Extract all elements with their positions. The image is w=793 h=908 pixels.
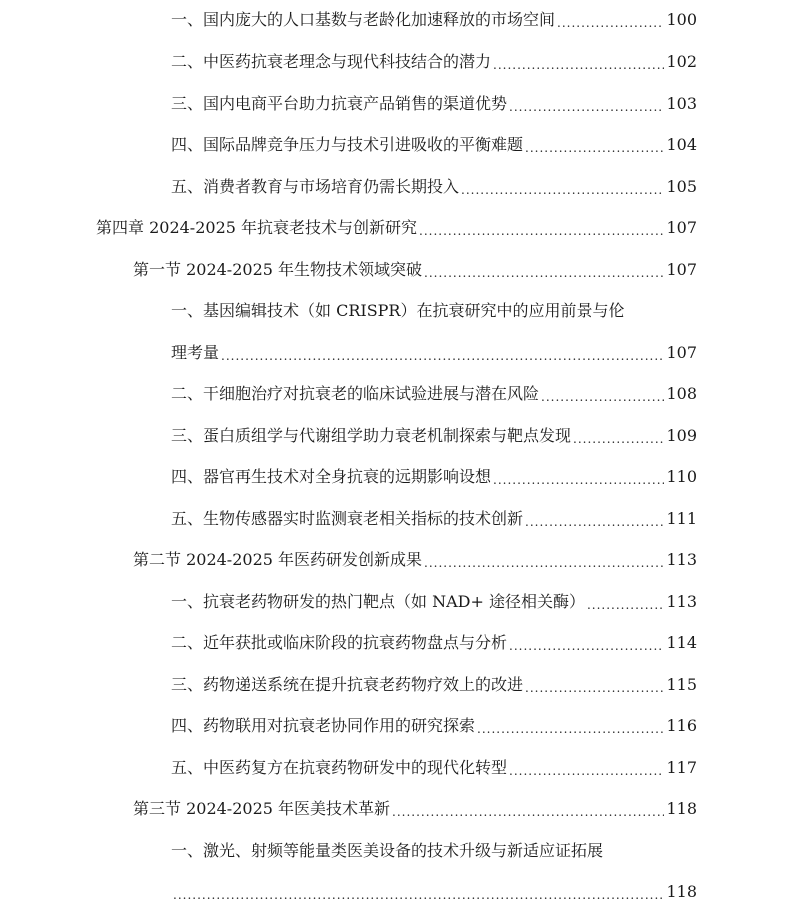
toc-entry-title: 三、蛋白质组学与代谢组学助力衰老机制探索与靶点发现 [171, 426, 572, 445]
dot-leader [493, 466, 664, 488]
toc-entry-title: 一、基因编辑技术（如 CRISPR）在抗衰研究中的应用前景与伦 [171, 301, 625, 320]
toc-entry-title: 第三节 2024-2025 年医美技术革新 [133, 799, 391, 818]
dot-leader [493, 51, 664, 73]
dot-leader [424, 549, 664, 571]
toc-entry[interactable] [171, 47, 697, 73]
dot-leader [509, 93, 664, 115]
toc-entry-title: 第四章 2024-2025 年抗衰老技术与创新研究 [96, 218, 418, 237]
toc-page-number: 118 [666, 882, 697, 901]
toc-entry[interactable] [171, 89, 697, 115]
toc-entry-title: 四、国际品牌竞争压力与技术引进吸收的平衡难题 [171, 135, 524, 154]
toc-entry[interactable] [171, 670, 697, 696]
toc-entry-wrapped-line[interactable] [171, 296, 697, 322]
toc-entry-title: 一、激光、射频等能量类医美设备的技术升级与新适应证拓展 [171, 841, 604, 860]
dot-leader [525, 508, 664, 530]
toc-section-entry[interactable] [133, 545, 697, 571]
dot-leader [509, 757, 664, 779]
toc-chapter-entry[interactable] [96, 213, 697, 239]
toc-page-number: 104 [666, 135, 697, 154]
toc-page-number: 102 [666, 52, 697, 71]
toc-entry[interactable] [171, 877, 697, 903]
toc-entry-title: 三、国内电商平台助力抗衰产品销售的渠道优势 [171, 94, 508, 113]
dot-leader [541, 383, 664, 405]
toc-page-number: 103 [666, 94, 697, 113]
dot-leader [573, 425, 664, 447]
toc-page-number: 113 [666, 592, 697, 611]
dot-leader [392, 798, 664, 820]
toc-entry-title-continued: 理考量 [171, 343, 220, 362]
toc-entry-title: 五、消费者教育与市场培育仍需长期投入 [171, 177, 460, 196]
toc-section-entry[interactable] [133, 255, 697, 281]
dot-leader [461, 176, 664, 198]
toc-entry-title: 二、干细胞治疗对抗衰老的临床试验进展与潜在风险 [171, 384, 540, 403]
toc-entry[interactable] [171, 504, 697, 530]
toc-entry-title: 五、中医药复方在抗衰药物研发中的现代化转型 [171, 758, 508, 777]
dot-leader [424, 259, 664, 281]
toc-entry-title: 第一节 2024-2025 年生物技术领域突破 [133, 260, 423, 279]
toc-entry[interactable] [171, 379, 697, 405]
toc-page-number: 116 [666, 716, 697, 735]
toc-entry[interactable] [171, 172, 697, 198]
toc-page-number: 105 [666, 177, 697, 196]
toc-entry[interactable] [171, 130, 697, 156]
dot-leader [587, 591, 664, 613]
toc-page-number: 109 [666, 426, 697, 445]
toc-entry-title: 一、国内庞大的人口基数与老龄化加速释放的市场空间 [171, 10, 556, 29]
toc-page-number: 115 [666, 675, 697, 694]
dot-leader [477, 715, 664, 737]
toc-page-number: 100 [666, 10, 697, 29]
toc-entry[interactable] [171, 628, 697, 654]
dot-leader [221, 342, 664, 364]
toc-entry[interactable] [171, 587, 697, 613]
toc-entry-title: 四、药物联用对抗衰老协同作用的研究探索 [171, 716, 476, 735]
dot-leader [525, 134, 664, 156]
toc-page-number: 108 [666, 384, 697, 403]
toc-page-number: 117 [666, 758, 697, 777]
toc-entry[interactable] [171, 462, 697, 488]
dot-leader [173, 881, 664, 903]
toc-page-number: 107 [666, 343, 697, 362]
toc-entry-wrapped-line[interactable] [171, 836, 697, 862]
toc-entry[interactable] [171, 753, 697, 779]
toc-entry[interactable] [171, 711, 697, 737]
toc-page-number: 113 [666, 550, 697, 569]
toc-entry-title: 第二节 2024-2025 年医药研发创新成果 [133, 550, 423, 569]
toc-page-number: 107 [666, 218, 697, 237]
toc-page-number: 118 [666, 799, 697, 818]
dot-leader [557, 9, 664, 31]
toc-entry[interactable] [171, 5, 697, 31]
toc-entry[interactable] [171, 338, 697, 364]
dot-leader [419, 217, 664, 239]
toc-entry-title: 三、药物递送系统在提升抗衰老药物疗效上的改进 [171, 675, 524, 694]
toc-entry-title: 二、近年获批或临床阶段的抗衰药物盘点与分析 [171, 633, 508, 652]
toc-page-number: 114 [666, 633, 697, 652]
toc-entry-title: 五、生物传感器实时监测衰老相关指标的技术创新 [171, 509, 524, 528]
toc-page-number: 110 [666, 467, 697, 486]
toc-entry-title: 一、抗衰老药物研发的热门靶点（如 NAD+ 途径相关酶） [171, 592, 585, 611]
toc-entry-title: 四、器官再生技术对全身抗衰的远期影响设想 [171, 467, 492, 486]
toc-entry[interactable] [171, 421, 697, 447]
dot-leader [525, 674, 664, 696]
toc-section-entry[interactable] [133, 794, 697, 820]
toc-page-number: 111 [666, 509, 697, 528]
dot-leader [509, 632, 664, 654]
toc-entry-title: 二、中医药抗衰老理念与现代科技结合的潜力 [171, 52, 492, 71]
toc-page-number: 107 [666, 260, 697, 279]
